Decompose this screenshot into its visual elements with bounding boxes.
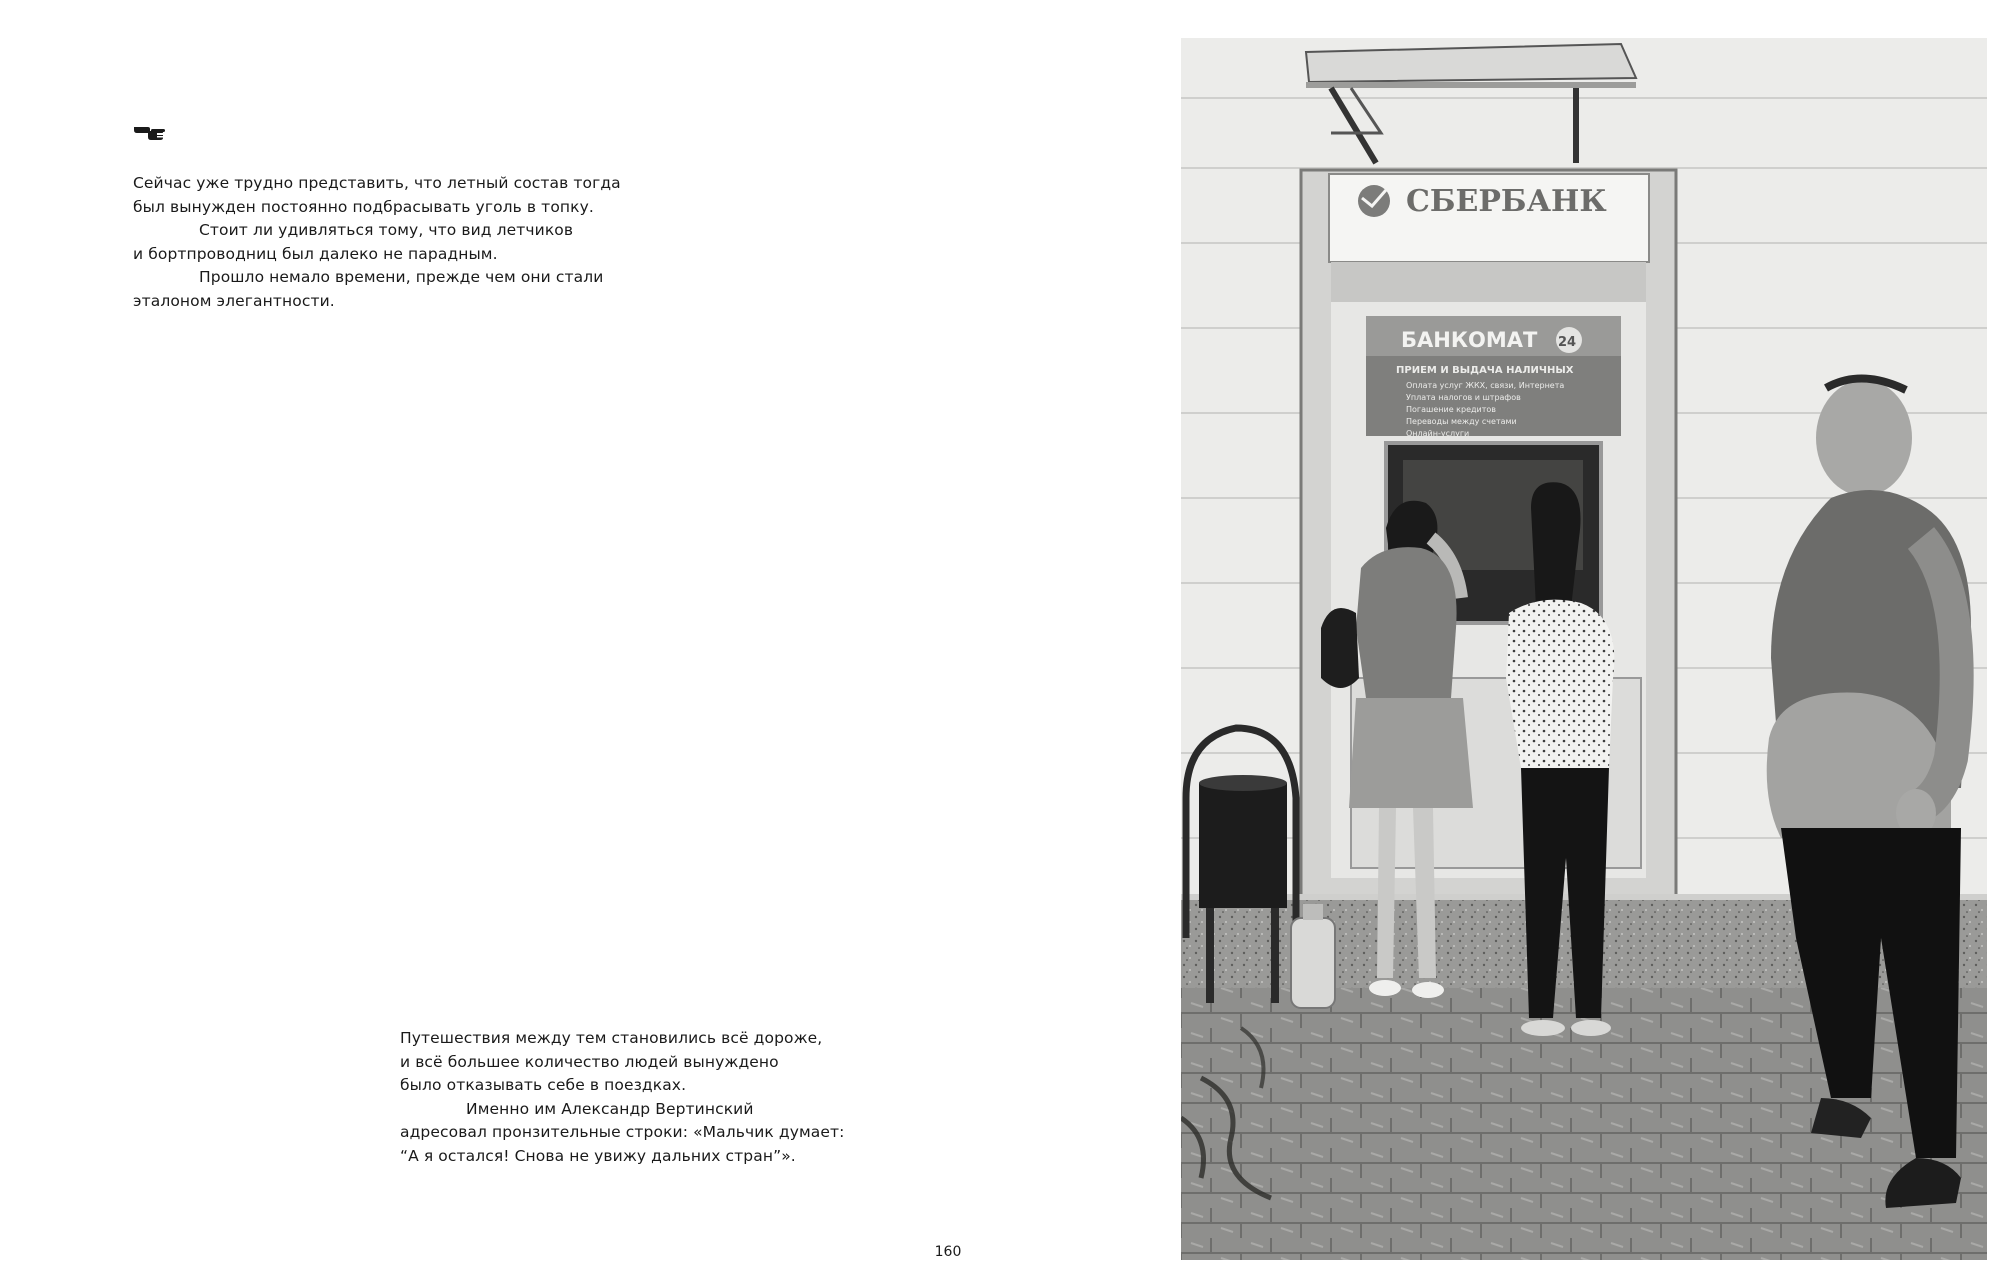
top-paragraph bbox=[133, 172, 653, 313]
text-line: адресовал пронзительные строки: «Мальчик думает: bbox=[400, 1123, 845, 1141]
text-line: и бортпроводниц был далеко не парадным. bbox=[133, 244, 498, 263]
text-line: Стоит ли удивляться тому, что вид летчиков bbox=[199, 221, 574, 239]
atm-24-badge: 24 bbox=[1558, 335, 1577, 350]
text-line: Сейчас уже трудно представить, что летный состав тогда bbox=[133, 174, 621, 192]
bottom-paragraph bbox=[400, 1027, 900, 1168]
atm-service-line: Переводы между счетами bbox=[1406, 417, 1517, 426]
photo-scene bbox=[1181, 38, 1987, 1260]
photograph bbox=[1181, 38, 1987, 1260]
atm-service-line: Оплата услуг ЖКХ, связи, Интернета bbox=[1406, 381, 1565, 390]
text-line: Именно им Александр Вертинский bbox=[466, 1099, 754, 1118]
text-line: и всё большее количество людей вынуждено bbox=[400, 1052, 779, 1071]
atm-service-line: Онлайн-услуги bbox=[1406, 429, 1470, 438]
page-number: 160 bbox=[934, 1244, 962, 1260]
pointing-hand-icon bbox=[133, 121, 169, 141]
atm-services-title: ПРИЕМ И ВЫДАЧА НАЛИЧНЫХ bbox=[1396, 365, 1574, 376]
bankomat-sign: БАНКОМАТ bbox=[1401, 328, 1538, 352]
text-line: Путешествия между тем становились всё дороже, bbox=[400, 1029, 823, 1047]
text-line: “А я остался! Снова не увижу дальних стран”». bbox=[400, 1146, 796, 1165]
atm-service-line: Погашение кредитов bbox=[1406, 405, 1496, 414]
text-line: был вынужден постоянно подбрасывать уголь в топку. bbox=[133, 197, 594, 216]
sberbank-sign: СБЕРБАНК bbox=[1406, 184, 1607, 219]
text-line: эталоном элегантности. bbox=[133, 291, 335, 310]
text-line: Прошло немало времени, прежде чем они стали bbox=[199, 268, 604, 286]
text-line: было отказывать себе в поездках. bbox=[400, 1076, 687, 1094]
water-bottle bbox=[1291, 904, 1335, 1008]
atm-service-line: Уплата налогов и штрафов bbox=[1406, 393, 1521, 402]
